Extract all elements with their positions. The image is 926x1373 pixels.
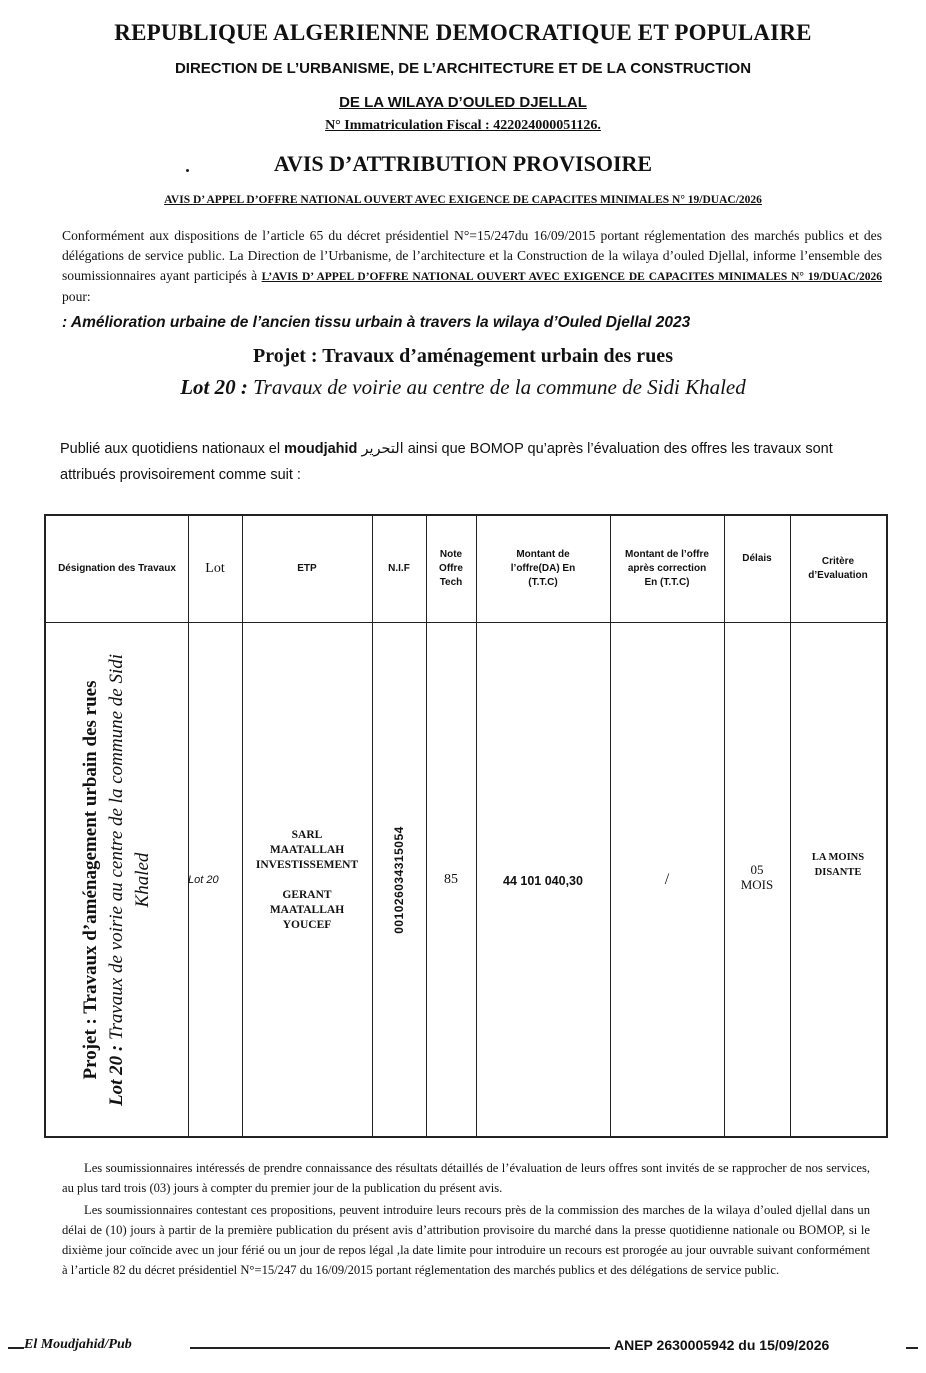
footer-rule <box>190 1347 610 1349</box>
footer-rule <box>906 1347 918 1349</box>
attribution-table <box>44 514 888 1138</box>
header-lot: Lot <box>205 561 225 576</box>
header-designation: Désignation des Travaux <box>58 563 176 574</box>
etp-manager: GERANT MAATALLAH YOUCEF <box>269 888 345 931</box>
header-critere: Critère d’Evaluation <box>808 556 868 581</box>
notice-subtitle: AVIS D’ APPEL D’OFFRE NATIONAL OUVERT AVEC EXIGENCE DE CAPACITES MINIMALES N° 19/DUAC/2026 <box>164 194 762 206</box>
etp-company: SARL MAATALLAH INVESTISSEMENT <box>255 828 359 871</box>
cell-montant-correction: / <box>664 871 670 888</box>
recours-paragraph: Les soumissionnaires contestant ces propositions, peuvent introduire leurs recours près de la commission des marches de la wilaya d’ouled djellal dans un délai de (10) jours à partir de la première publication du présent avis d’attribution provisoire du marché dans la presse quotidienne nationale ou BOMOP, si le dixième jour coïncide avec un jour férié ou un jour de repos légal ,la date limite pour introduire un recours est prorogée au jour ouvrable suivant conformément à l’article 82 du décret présidentiel N°=15/247 du 16/09/2015 portant réglementation des marchés publics et des délégations de service public. <box>62 1203 870 1277</box>
republic-heading: REPUBLIQUE ALGERIENNE DEMOCRATIQUE ET POPULAIRE <box>114 20 812 45</box>
footer-anep: ANEP 2630005942 du 15/09/2026 <box>614 1337 830 1353</box>
header-note: Note Offre Tech <box>439 549 463 588</box>
header-delais: Délais <box>742 553 772 564</box>
lot-description: Travaux de voirie au centre de la commune de Sidi Khaled <box>247 375 746 399</box>
cell-delais <box>724 622 790 1138</box>
lot-line <box>0 375 926 400</box>
designation-lot <box>104 630 156 1130</box>
objet-line: : Amélioration urbaine de l’ancien tissu urbain à travers la wilaya d’Ouled Djellal 2023 <box>62 314 691 331</box>
header-etp: ETP <box>297 563 317 574</box>
critere-value: LA MOINS DISANTE <box>811 852 865 878</box>
notice-title: AVIS D’ATTRIBUTION PROVISOIRE <box>273 151 653 176</box>
projet-line: Projet : Travaux d’aménagement urbain des rues <box>253 345 673 367</box>
intro-end: pour: <box>62 289 91 304</box>
header-nif: N.I.F <box>388 563 410 574</box>
nif-value: 001026034315054 <box>392 826 406 934</box>
publication-newspaper: moudjahid <box>284 441 358 457</box>
results-paragraph: Les soumissionnaires intéressés de prendre connaissance des résultats détaillés de l’évaluation de leurs offres sont invités de se rapprocher de nos services, au plus tard trois (03) jours à compter du premier jour de la publication du présent avis. <box>62 1161 870 1195</box>
header-montant: Montant de l’offre(DA) En (T.T.C) <box>510 549 576 588</box>
publication-text-a: Publié aux quotidiens nationaux el <box>60 441 285 457</box>
publication-text-c: التحرير ainsi que BOMOP qu’après l’évaluation des offres les travaux sont attribués provisoirement comme suit : <box>60 441 833 483</box>
cell-lot: Lot 20 <box>188 873 219 886</box>
designation-vertical-text <box>78 630 156 1130</box>
wilaya-heading: DE LA WILAYA D’OULED DJELLAL <box>339 94 587 111</box>
direction-heading: DIRECTION DE L’URBANISME, DE L’ARCHITECTURE ET DE LA CONSTRUCTION <box>174 60 752 77</box>
cell-nif <box>372 622 426 1138</box>
footer-source: El Moudjahid/Pub <box>24 1337 132 1352</box>
header-montant-correction: Montant de l’offre après correction En (T.T.C) <box>625 549 709 588</box>
cell-etp <box>242 622 372 1138</box>
designation-lot-description: Travaux de voirie au centre de la commune de Sidi Khaled <box>106 653 153 1045</box>
fiscal-number: N° Immatriculation Fiscal : 422024000051126. <box>325 118 601 133</box>
cell-note: 85 <box>444 872 458 887</box>
cell-montant: 44 101 040,30 <box>503 874 583 888</box>
cell-critere <box>790 622 886 1138</box>
intro-reference: L’AVIS D’ APPEL D’OFFRE NATIONAL OUVERT AVEC EXIGENCE DE CAPACITES MINIMALES N° 19/DUAC/2026 <box>261 271 882 283</box>
footer-rule <box>8 1347 24 1349</box>
lot-number: Lot 20 : <box>180 375 248 399</box>
intro-paragraph <box>62 226 882 307</box>
designation-cell <box>46 622 188 1138</box>
publication-paragraph <box>60 436 880 488</box>
delais-value: 05 MOIS <box>740 862 774 892</box>
designation-projet: Projet : Travaux d’aménagement urbain des rues <box>80 680 101 1080</box>
designation-lot-number: Lot 20 : <box>106 1044 127 1107</box>
intro-text: Conformément aux dispositions de l’article 65 du décret présidentiel N°=15/247du 16/09/2015 portant réglementation des marchés publics et des délégations de service public. La Direction de l’Urbanisme, de l’architecture et la Construction de la wilaya d’ouled Djellal, informe l’ensemble des soumissionnaires ayant participés à <box>62 228 882 283</box>
